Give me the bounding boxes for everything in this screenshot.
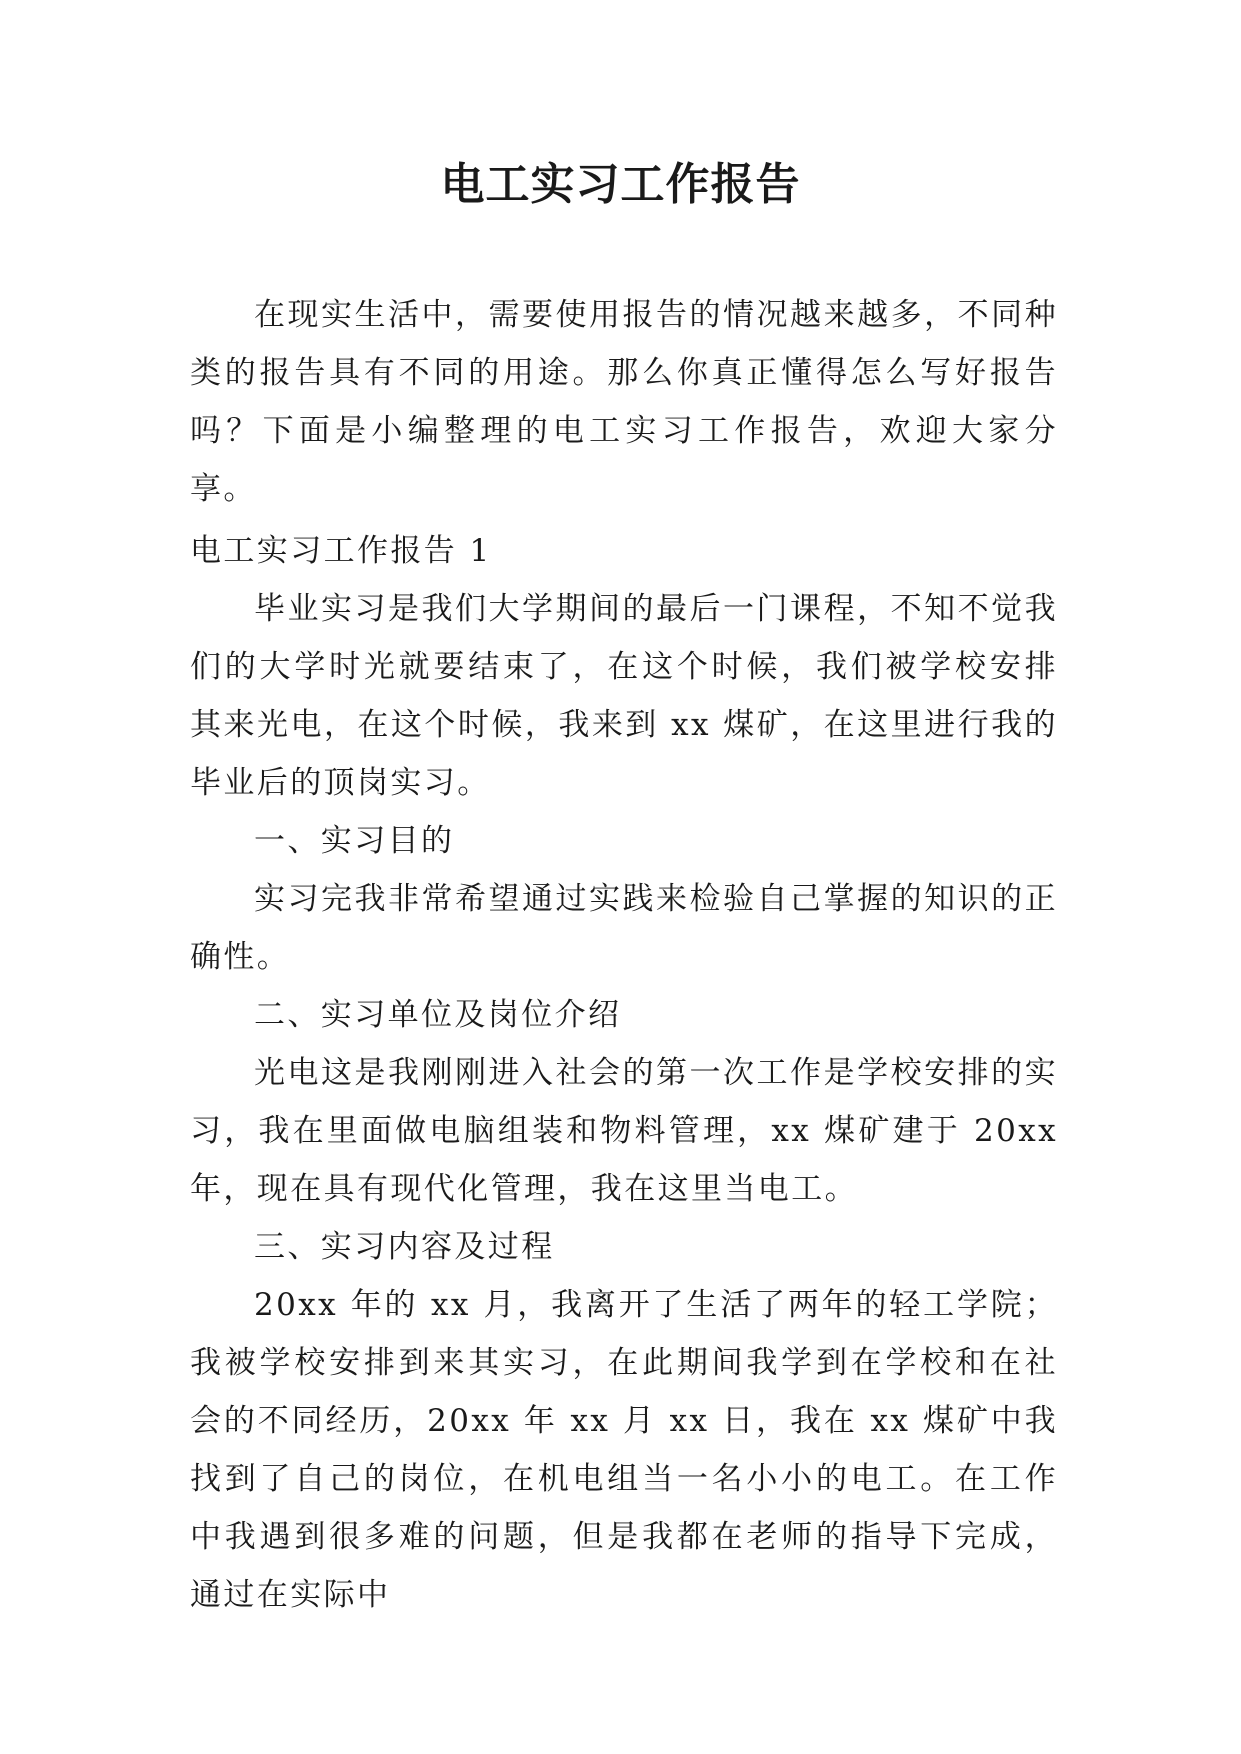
- heading-internship-purpose: 一、实习目的: [254, 823, 455, 859]
- paragraph-internship-overview: 毕业实习是我们大学期间的最后一门课程，不知不觉我们的大学时光就要结束了，在这个时候，我们被学校安排其来光电，在这个时候，我来到 xx 煤矿，在这里进行我的毕业后的顶岗实习。: [190, 591, 1058, 801]
- paragraph-internship-unit: 光电这是我刚刚进入社会的第一次工作是学校安排的实习，我在里面做电脑组装和物料管理，xx 煤矿建于 20xx 年，现在具有现代化管理，我在这里当电工。: [190, 1055, 1058, 1207]
- document-title: 电工实习工作报告: [440, 159, 801, 210]
- heading-internship-unit: 二、实习单位及岗位介绍: [254, 997, 622, 1033]
- heading-internship-content: 三、实习内容及过程: [254, 1229, 555, 1265]
- intro-paragraph: 在现实生活中，需要使用报告的情况越来越多，不同种类的报告具有不同的用途。那么你真正懂得怎么写好报告吗？下面是小编整理的电工实习工作报告，欢迎大家分享。: [190, 297, 1058, 507]
- intro-block: [190, 286, 1058, 518]
- paragraph-internship-content: 20xx 年的 xx 月，我离开了生活了两年的轻工学院；我被学校安排到来其实习，在此期间我学到在学校和在社会的不同经历，20xx 年 xx 月 xx 日，我在 xx 煤矿中我找到了自己的岗位，在机电组当一名小小的电工。在工作中我遇到很多难的问题，但是我都在老师的指导下完成，通过在实际中: [190, 1287, 1058, 1613]
- paragraph-internship-purpose: 实习完我非常希望通过实践来检验自己掌握的知识的正确性。: [190, 881, 1058, 975]
- section-heading: 电工实习工作报告 1: [190, 533, 492, 569]
- report-section: [190, 522, 1058, 1624]
